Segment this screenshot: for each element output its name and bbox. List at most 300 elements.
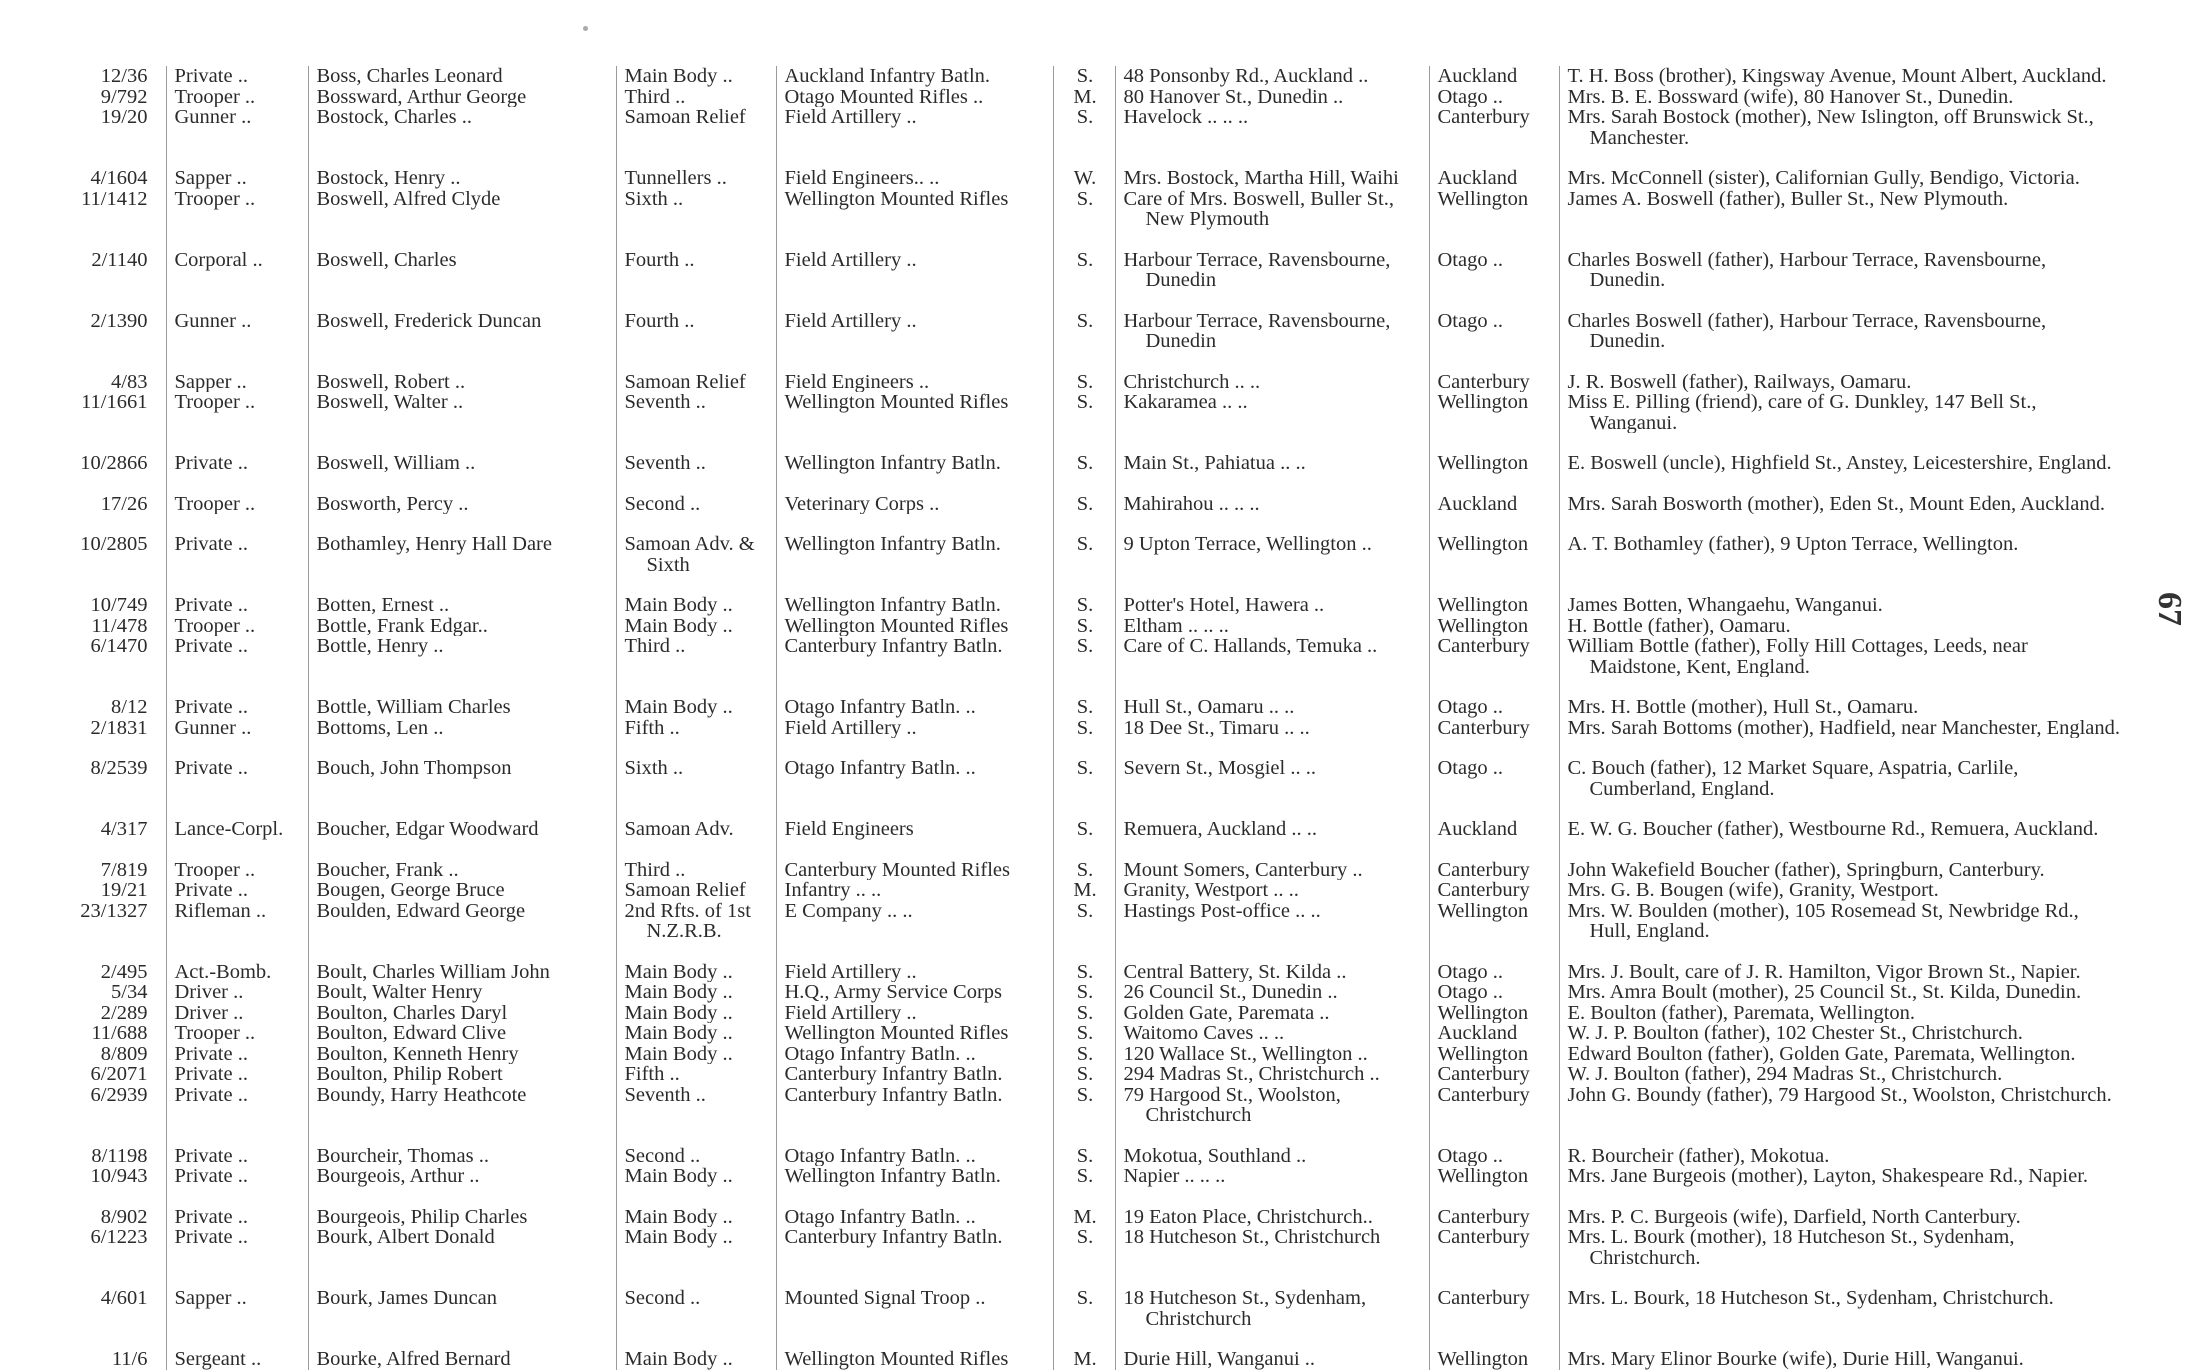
soldier-name-cell	[308, 392, 616, 433]
service-number: 10/749	[90, 594, 148, 616]
next-of-kin: Mrs. W. Boulden (mother), 105 Rosemead St, Newbridge Rd., Hull, England.	[1567, 900, 2079, 942]
service-number-cell	[68, 575, 166, 616]
soldier-name-cell	[308, 1227, 616, 1268]
unit-cell	[776, 1064, 1053, 1085]
rank-cell	[166, 1064, 308, 1085]
service-number-cell	[68, 514, 166, 575]
rank: Driver ..	[174, 982, 244, 1003]
rank: Private ..	[174, 533, 248, 555]
district-cell	[1429, 575, 1559, 616]
district: Otago ..	[1437, 757, 1503, 779]
unit: Field Artillery ..	[784, 1002, 917, 1023]
draft-cell	[616, 880, 776, 901]
soldier-name: Bourgeois, Philip Charles	[316, 1205, 528, 1227]
draft-cell	[616, 575, 776, 616]
soldier-name: Bouch, John Thompson	[316, 757, 512, 779]
last-address-cell	[1115, 189, 1429, 230]
district-cell	[1429, 1126, 1559, 1167]
service-number: 7/819	[100, 858, 148, 880]
last-address: Care of C. Hallands, Temuka ..	[1123, 636, 1378, 657]
next-of-kin: James Botten, Whangaehu, Wanganui.	[1567, 594, 1883, 616]
last-address-cell	[1115, 474, 1429, 515]
table-row	[68, 575, 2127, 616]
draft-cell	[616, 942, 776, 983]
service-number-cell	[68, 433, 166, 474]
service-number: 8/902	[100, 1205, 148, 1227]
last-address-cell	[1115, 799, 1429, 840]
district-cell	[1429, 514, 1559, 575]
draft-cell	[616, 189, 776, 230]
next-of-kin-cell	[1559, 1227, 2127, 1268]
last-address: 48 Ponsonby Rd., Auckland ..	[1123, 66, 1369, 87]
next-of-kin: Mrs. Sarah Bosworth (mother), Eden St., Mount Eden, Auckland.	[1567, 492, 2105, 514]
last-address-cell	[1115, 148, 1429, 189]
soldier-name: Boulton, Philip Robert	[316, 1064, 503, 1085]
rank: Trooper ..	[174, 492, 256, 514]
marital-status: S.	[1076, 1287, 1094, 1309]
marital-status-cell	[1053, 514, 1115, 575]
rank: Trooper ..	[174, 1023, 256, 1044]
rank: Private ..	[174, 66, 248, 87]
service-number-cell	[68, 982, 166, 1003]
draft-cell	[616, 1329, 776, 1370]
district-cell	[1429, 616, 1559, 637]
rank-cell	[166, 474, 308, 515]
draft: Samoan Relief	[624, 880, 746, 901]
draft: Fifth ..	[624, 717, 680, 738]
last-address-cell	[1115, 575, 1429, 616]
next-of-kin: Mrs. Jane Burgeois (mother), Layton, Shakespeare Rd., Napier.	[1567, 1166, 2089, 1187]
soldier-name: Bossward, Arthur George	[316, 86, 527, 107]
soldier-name: Boult, Walter Henry	[316, 982, 483, 1003]
district-cell	[1429, 1003, 1559, 1024]
rank-cell	[166, 291, 308, 352]
service-number: 19/21	[100, 880, 148, 901]
last-address-cell	[1115, 1003, 1429, 1024]
table-row	[68, 107, 2127, 148]
unit: Otago Infantry Batln. ..	[784, 1043, 976, 1064]
soldier-name: Boucher, Frank ..	[316, 858, 459, 880]
unit-cell	[776, 352, 1053, 393]
next-of-kin: Mrs. J. Boult, care of J. R. Hamilton, Vigor Brown St., Napier.	[1567, 960, 2081, 982]
draft: 2nd Rfts. of 1st N.Z.R.B.	[624, 900, 751, 942]
marital-status-cell	[1053, 636, 1115, 677]
service-number-cell	[68, 1085, 166, 1126]
unit: Otago Infantry Batln. ..	[784, 1144, 976, 1166]
next-of-kin-cell	[1559, 107, 2127, 148]
next-of-kin: H. Bottle (father), Oamaru.	[1567, 615, 1791, 636]
unit: Canterbury Mounted Rifles	[784, 858, 1010, 880]
service-number-cell	[68, 148, 166, 189]
next-of-kin-cell	[1559, 636, 2127, 677]
rank: Lance-Corpl.	[174, 818, 284, 840]
last-address-cell	[1115, 616, 1429, 637]
soldier-name: Boundy, Harry Heathcote	[316, 1084, 527, 1106]
soldier-name: Boult, Charles William John	[316, 960, 550, 982]
service-number: 6/2071	[90, 1064, 148, 1085]
unit: Field Engineers.. ..	[784, 167, 940, 189]
soldier-name-cell	[308, 616, 616, 637]
table-row	[68, 1023, 2127, 1044]
district-cell	[1429, 189, 1559, 230]
draft: Main Body ..	[624, 982, 733, 1003]
rank: Private ..	[174, 1084, 248, 1106]
soldier-name: Bougen, George Bruce	[316, 880, 505, 901]
next-of-kin-cell	[1559, 840, 2127, 881]
rank: Private ..	[174, 757, 248, 779]
draft: Main Body ..	[624, 615, 733, 636]
next-of-kin-cell	[1559, 189, 2127, 230]
marital-status-cell	[1053, 982, 1115, 1003]
last-address: 18 Hutcheson St., Sydenham, Christchurch	[1123, 1287, 1367, 1329]
next-of-kin: J. R. Boswell (father), Railways, Oamaru.	[1567, 370, 1912, 392]
service-number-cell	[68, 1268, 166, 1329]
table-row	[68, 738, 2127, 799]
soldier-name-cell	[308, 982, 616, 1003]
service-number: 6/1470	[90, 636, 148, 657]
draft: Seventh ..	[624, 1084, 706, 1106]
rank-cell	[166, 107, 308, 148]
soldier-name-cell	[308, 1166, 616, 1187]
next-of-kin-cell	[1559, 799, 2127, 840]
unit: Otago Mounted Rifles ..	[784, 86, 984, 107]
district: Canterbury	[1437, 1287, 1530, 1309]
soldier-name: Boulton, Kenneth Henry	[316, 1043, 519, 1064]
rank: Private ..	[174, 1166, 248, 1187]
district: Otago ..	[1437, 1144, 1503, 1166]
district: Canterbury	[1437, 1064, 1530, 1085]
district: Auckland	[1437, 1023, 1518, 1044]
district: Otago ..	[1437, 982, 1503, 1003]
rank-cell	[166, 87, 308, 108]
unit: Canterbury Infantry Batln.	[784, 1064, 1003, 1085]
district: Auckland	[1437, 492, 1518, 514]
soldier-name-cell	[308, 942, 616, 983]
marital-status-cell	[1053, 1187, 1115, 1228]
next-of-kin-cell	[1559, 1187, 2127, 1228]
rank-cell	[166, 148, 308, 189]
last-address-cell	[1115, 433, 1429, 474]
unit-cell	[776, 392, 1053, 433]
soldier-name-cell	[308, 514, 616, 575]
last-address-cell	[1115, 840, 1429, 881]
draft-cell	[616, 66, 776, 87]
unit-cell	[776, 1329, 1053, 1370]
service-number: 8/2539	[90, 757, 148, 779]
next-of-kin: W. J. Boulton (father), 294 Madras St., Christchurch.	[1567, 1064, 2003, 1085]
last-address: Remuera, Auckland .. ..	[1123, 818, 1318, 840]
next-of-kin: Mrs. Amra Boult (mother), 25 Council St., St. Kilda, Dunedin.	[1567, 982, 2082, 1003]
district: Canterbury	[1437, 858, 1530, 880]
marital-status: S.	[1076, 452, 1094, 474]
next-of-kin-cell	[1559, 1268, 2127, 1329]
soldier-name: Boucher, Edgar Woodward	[316, 818, 539, 840]
service-number: 2/495	[100, 960, 148, 982]
unit-cell	[776, 677, 1053, 718]
rank-cell	[166, 352, 308, 393]
soldier-name-cell	[308, 1268, 616, 1329]
last-address: Waitomo Caves .. ..	[1123, 1023, 1285, 1044]
service-number-cell	[68, 799, 166, 840]
rank-cell	[166, 1044, 308, 1065]
last-address: Durie Hill, Wanganui ..	[1123, 1348, 1316, 1370]
district-cell	[1429, 107, 1559, 148]
rank: Corporal ..	[174, 248, 263, 271]
unit: E Company .. ..	[784, 900, 913, 922]
last-address-cell	[1115, 1166, 1429, 1187]
unit: Field Artillery ..	[784, 717, 917, 738]
rank-cell	[166, 1329, 308, 1370]
district-cell	[1429, 66, 1559, 87]
table-row	[68, 1064, 2127, 1085]
last-address-cell	[1115, 718, 1429, 739]
marital-status-cell	[1053, 107, 1115, 148]
service-number: 11/1661	[81, 392, 148, 413]
draft-cell	[616, 107, 776, 148]
unit-cell	[776, 1268, 1053, 1329]
next-of-kin: John G. Boundy (father), 79 Hargood St., Woolston, Christchurch.	[1567, 1084, 2112, 1106]
district: Wellington	[1437, 533, 1529, 555]
rank-cell	[166, 718, 308, 739]
soldier-name: Bottoms, Len ..	[316, 717, 444, 738]
next-of-kin: Mrs. Mary Elinor Bourke (wife), Durie Hill, Wanganui.	[1567, 1348, 2024, 1370]
service-number: 12/36	[100, 66, 148, 87]
draft: Main Body ..	[624, 1227, 733, 1248]
last-address: 79 Hargood St., Woolston, Christchurch	[1123, 1084, 1341, 1126]
table-row	[68, 616, 2127, 637]
marital-status: S.	[1076, 1227, 1094, 1248]
marital-status: S.	[1076, 1166, 1094, 1187]
last-address: Potter's Hotel, Hawera ..	[1123, 594, 1325, 616]
table-row	[68, 1227, 2127, 1268]
service-number-cell	[68, 1187, 166, 1228]
district: Wellington	[1437, 615, 1529, 636]
marital-status-cell	[1053, 575, 1115, 616]
table-row	[68, 474, 2127, 515]
last-address-cell	[1115, 230, 1429, 291]
unit-cell	[776, 1044, 1053, 1065]
rank-cell	[166, 1187, 308, 1228]
unit: Wellington Mounted Rifles	[784, 1023, 1009, 1044]
district-cell	[1429, 799, 1559, 840]
district-cell	[1429, 352, 1559, 393]
draft-cell	[616, 1064, 776, 1085]
district: Canterbury	[1437, 107, 1530, 128]
draft-cell	[616, 901, 776, 942]
service-number: 8/12	[111, 696, 148, 718]
draft-cell	[616, 291, 776, 352]
marital-status-cell	[1053, 1329, 1115, 1370]
rank: Trooper ..	[174, 86, 256, 107]
draft: Second ..	[624, 1144, 701, 1166]
soldier-name: Boss, Charles Leonard	[316, 66, 503, 87]
unit-cell	[776, 1227, 1053, 1268]
next-of-kin-cell	[1559, 392, 2127, 433]
service-number: 2/1390	[90, 309, 148, 332]
next-of-kin: Miss E. Pilling (friend), care of G. Dunkley, 147 Bell St., Wanganui.	[1567, 392, 2037, 433]
next-of-kin: Mrs. H. Bottle (mother), Hull St., Oamaru.	[1567, 696, 1919, 718]
draft-cell	[616, 148, 776, 189]
soldier-name-cell	[308, 880, 616, 901]
soldier-name-cell	[308, 189, 616, 230]
last-address: Granity, Westport .. ..	[1123, 880, 1299, 901]
unit-cell	[776, 1003, 1053, 1024]
rank-cell	[166, 514, 308, 575]
marital-status-cell	[1053, 1003, 1115, 1024]
marital-status: S.	[1076, 533, 1094, 555]
district-cell	[1429, 1044, 1559, 1065]
draft-cell	[616, 1085, 776, 1126]
draft: Fourth ..	[624, 248, 695, 271]
last-address-cell	[1115, 636, 1429, 677]
draft-cell	[616, 799, 776, 840]
next-of-kin-cell	[1559, 718, 2127, 739]
rank: Private ..	[174, 696, 248, 718]
last-address-cell	[1115, 352, 1429, 393]
table-row	[68, 230, 2127, 291]
soldier-name: Boswell, Robert ..	[316, 370, 466, 392]
marital-status: S.	[1076, 696, 1094, 718]
next-of-kin-cell	[1559, 1126, 2127, 1167]
next-of-kin: Mrs. L. Bourk (mother), 18 Hutcheson St., Sydenham, Christchurch.	[1567, 1227, 2015, 1268]
marital-status-cell	[1053, 1166, 1115, 1187]
marital-status: S.	[1076, 248, 1094, 271]
draft: Main Body ..	[624, 696, 733, 718]
rank-cell	[166, 901, 308, 942]
unit-cell	[776, 1023, 1053, 1044]
service-number-cell	[68, 718, 166, 739]
rank: Act.-Bomb.	[174, 960, 272, 982]
rank: Private ..	[174, 452, 248, 474]
last-address: Mrs. Bostock, Martha Hill, Waihi	[1123, 167, 1399, 189]
service-number-cell	[68, 636, 166, 677]
soldier-name: Bostock, Henry ..	[316, 167, 461, 189]
unit-cell	[776, 230, 1053, 291]
unit: Canterbury Infantry Batln.	[784, 1227, 1003, 1248]
district: Otago ..	[1437, 86, 1503, 107]
rank: Private ..	[174, 1205, 248, 1227]
unit-cell	[776, 1187, 1053, 1228]
rank-cell	[166, 1023, 308, 1044]
rank-cell	[166, 1268, 308, 1329]
marital-status: S.	[1076, 392, 1094, 413]
marital-status: S.	[1076, 636, 1094, 657]
marital-status: S.	[1076, 1043, 1094, 1064]
service-number: 19/20	[100, 107, 148, 128]
service-number-cell	[68, 616, 166, 637]
district-cell	[1429, 1329, 1559, 1370]
soldier-name: Bosworth, Percy ..	[316, 492, 469, 514]
next-of-kin-cell	[1559, 738, 2127, 799]
last-address-cell	[1115, 880, 1429, 901]
unit: Field Artillery ..	[784, 960, 917, 982]
soldier-name-cell	[308, 1023, 616, 1044]
district-cell	[1429, 1064, 1559, 1085]
next-of-kin-cell	[1559, 291, 2127, 352]
service-number: 11/6	[111, 1348, 148, 1370]
district: Wellington	[1437, 1002, 1529, 1023]
draft: Main Body ..	[624, 1023, 733, 1044]
draft-cell	[616, 392, 776, 433]
district: Canterbury	[1437, 636, 1530, 657]
marital-status-cell	[1053, 1227, 1115, 1268]
soldier-name-cell	[308, 1126, 616, 1167]
last-address-cell	[1115, 392, 1429, 433]
district-cell	[1429, 880, 1559, 901]
marital-status-cell	[1053, 1064, 1115, 1085]
next-of-kin: Mrs. G. B. Bougen (wife), Granity, Westport.	[1567, 880, 1939, 901]
marital-status-cell	[1053, 799, 1115, 840]
last-address: Severn St., Mosgiel .. ..	[1123, 757, 1316, 779]
service-number: 6/1223	[90, 1227, 148, 1248]
table-row	[68, 982, 2127, 1003]
last-address: Central Battery, St. Kilda ..	[1123, 960, 1347, 982]
next-of-kin: William Bottle (father), Folly Hill Cottages, Leeds, near Maidstone, Kent, England.	[1567, 636, 2028, 677]
marital-status: S.	[1076, 66, 1094, 87]
rank-cell	[166, 738, 308, 799]
marital-status: S.	[1076, 1064, 1094, 1085]
draft-cell	[616, 840, 776, 881]
draft-cell	[616, 352, 776, 393]
district: Auckland	[1437, 167, 1518, 189]
soldier-name-cell	[308, 1044, 616, 1065]
soldier-name: Boswell, Walter ..	[316, 392, 464, 413]
marital-status: S.	[1076, 107, 1094, 128]
last-address: Hull St., Oamaru .. ..	[1123, 696, 1295, 718]
draft: Main Body ..	[624, 594, 733, 616]
district-cell	[1429, 230, 1559, 291]
last-address-cell	[1115, 1064, 1429, 1085]
last-address: Main St., Pahiatua .. ..	[1123, 452, 1306, 474]
marital-status: S.	[1076, 594, 1094, 616]
rank-cell	[166, 1085, 308, 1126]
last-address: 120 Wallace St., Wellington ..	[1123, 1043, 1368, 1064]
table-row	[68, 352, 2127, 393]
last-address-cell	[1115, 901, 1429, 942]
soldier-name: Boswell, Frederick Duncan	[316, 309, 542, 332]
draft-cell	[616, 1166, 776, 1187]
draft: Second ..	[624, 1287, 701, 1309]
next-of-kin: E. Boswell (uncle), Highfield St., Anstey, Leicestershire, England.	[1567, 452, 2112, 474]
next-of-kin: Mrs. Sarah Bostock (mother), New Islington, off Brunswick St., Manchester.	[1567, 107, 2094, 148]
draft: Sixth ..	[624, 188, 684, 210]
rank-cell	[166, 1003, 308, 1024]
unit: Wellington Mounted Rifles	[784, 188, 1009, 210]
soldier-name-cell	[308, 291, 616, 352]
next-of-kin-cell	[1559, 1064, 2127, 1085]
draft: Samoan Relief	[624, 370, 746, 392]
rank-cell	[166, 392, 308, 433]
marital-status: S.	[1076, 370, 1094, 392]
marital-status-cell	[1053, 880, 1115, 901]
next-of-kin-cell	[1559, 982, 2127, 1003]
marital-status: S.	[1076, 1084, 1094, 1106]
service-number-cell	[68, 901, 166, 942]
last-address-cell	[1115, 1227, 1429, 1268]
marital-status: S.	[1076, 615, 1094, 636]
service-number-cell	[68, 1329, 166, 1370]
marital-status-cell	[1053, 66, 1115, 87]
unit-cell	[776, 840, 1053, 881]
next-of-kin-cell	[1559, 942, 2127, 983]
next-of-kin-cell	[1559, 1166, 2127, 1187]
service-number-cell	[68, 1064, 166, 1085]
rank-cell	[166, 1126, 308, 1167]
service-number-cell	[68, 942, 166, 983]
district: Wellington	[1437, 900, 1529, 922]
service-number: 10/2866	[80, 452, 148, 474]
table-row	[68, 291, 2127, 352]
